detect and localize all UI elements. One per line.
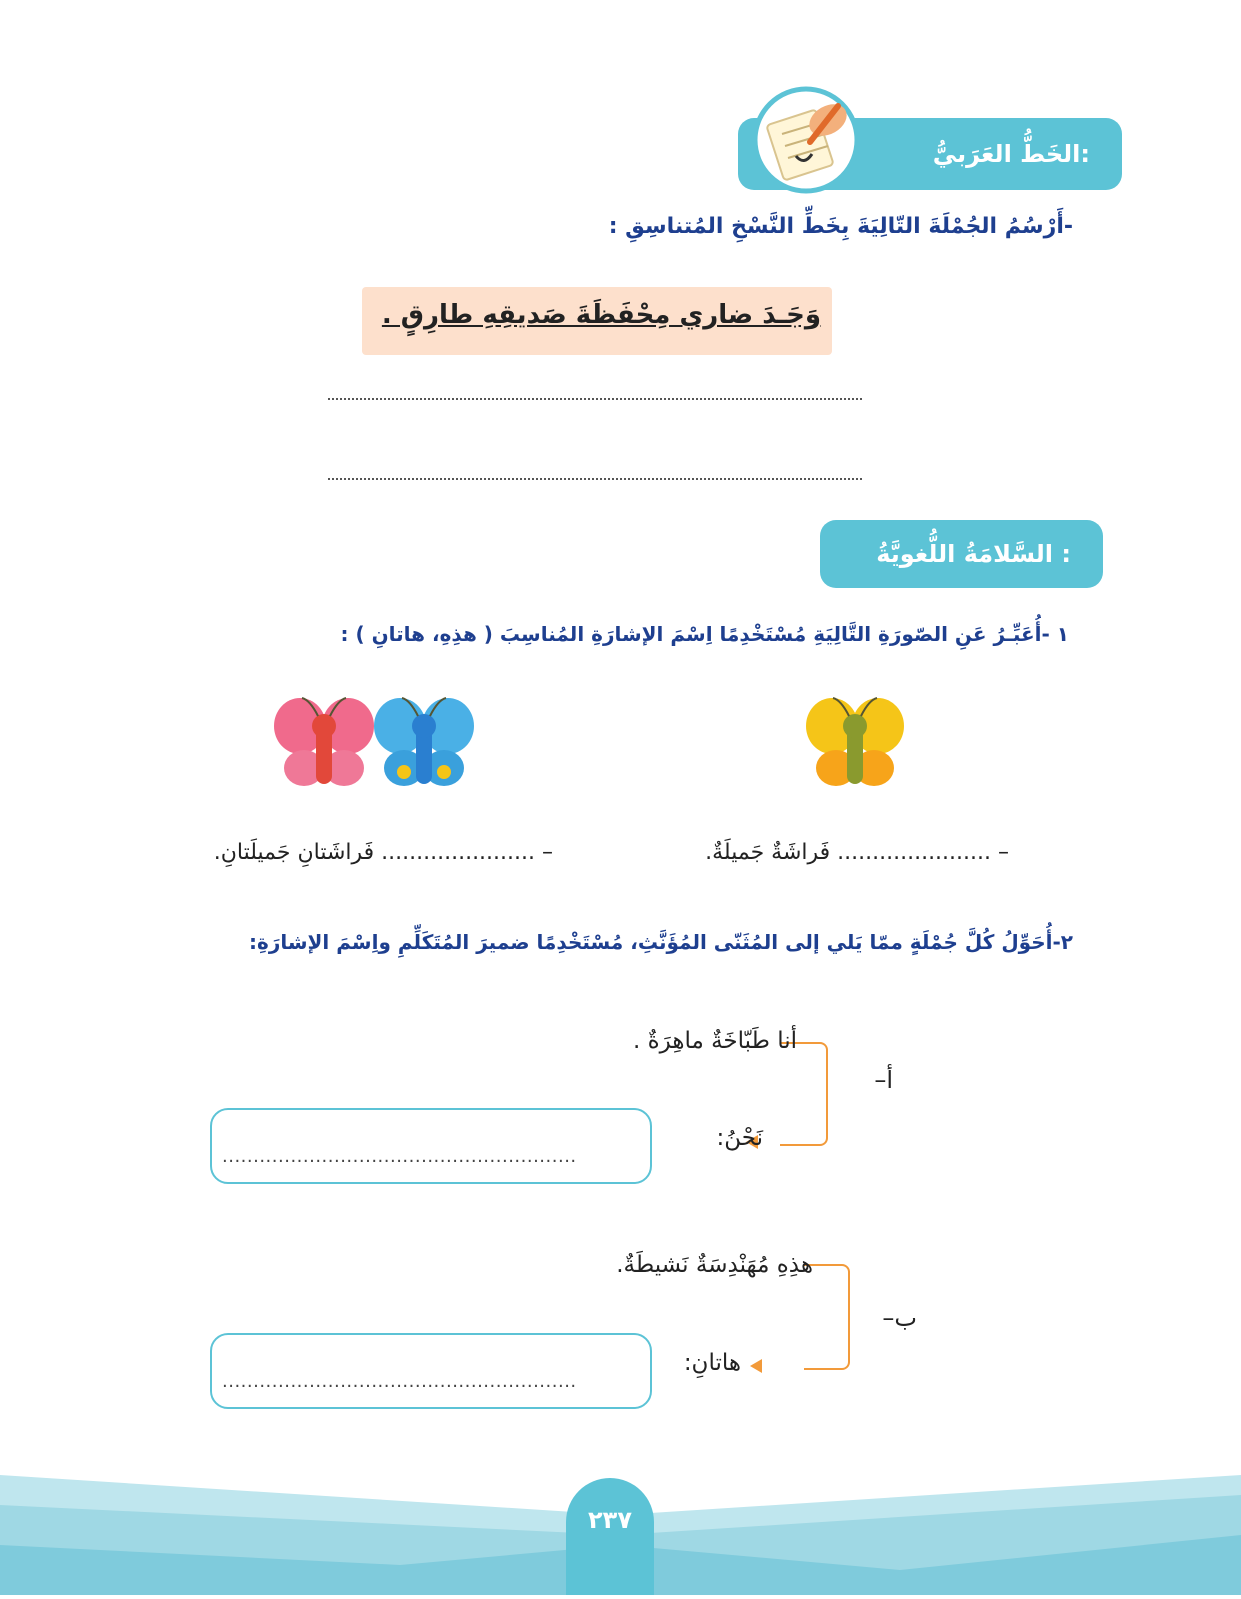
arrow-left-icon: [750, 1359, 762, 1373]
item-a-answer-field[interactable]: [210, 1108, 652, 1184]
item-b-answer-field[interactable]: [210, 1333, 652, 1409]
writing-line-1[interactable]: [328, 398, 862, 400]
section-title: السَّلامَةُ اللُّغويَّةُ :: [876, 540, 1071, 568]
item-b-bracket: [804, 1264, 850, 1370]
item-b-sentence: هذِهِ مُهَنْدِسَةٌ نَشيطَةٌ.: [616, 1252, 813, 1278]
item-a-sentence: أنا طَبّاخَةٌ ماهِرَةٌ .: [632, 1028, 797, 1054]
section-header-language: [820, 520, 1103, 588]
answer-dots: .........................................................: [222, 1146, 577, 1167]
q1-instruction: ١ -أُعَبِّـرُ عَنِ الصّورَةِ التَّالِيَةِ مُسْتَخْدِمًا اِسْمَ الإشارَةِ المُناسِبَ ( هذِهِ، هاتانِ ) :: [340, 622, 1069, 646]
writing-line-2[interactable]: [328, 478, 862, 480]
section-title: الخَطُّ العَرَبيُّ:: [932, 140, 1090, 168]
pencil-icon: [752, 86, 860, 194]
item-a-bracket: [780, 1042, 828, 1146]
model-sentence: وَجَـدَ ضاري مِحْفَظَةَ صَديقِهِ طارِقٍ .: [381, 300, 821, 330]
blue-butterfly-icon: [374, 698, 474, 786]
answer-dots: .........................................................: [222, 1371, 577, 1392]
page-number-tab: [566, 1478, 654, 1595]
item-a-prompt: نَحْنُ:: [716, 1125, 763, 1151]
q1-pair-sentence[interactable]: – ...................... فَراشَتانِ جَميلَتانِ.: [213, 840, 553, 865]
item-b-prompt: هاتانِ:: [683, 1350, 741, 1376]
page-number: ٢٣٧: [588, 1506, 632, 1534]
item-b-label: ب–: [882, 1304, 917, 1332]
item-a-label: أ–: [874, 1066, 893, 1094]
butterfly-pair-image: [272, 692, 482, 792]
q1-single-sentence[interactable]: – ...................... فَراشَةٌ جَميلَةٌ.: [705, 840, 1009, 865]
yellow-butterfly-icon: [800, 692, 910, 792]
pink-butterfly-icon: [274, 698, 374, 786]
q2-instruction: ٢-أُحَوِّلُ كُلَّ جُمْلَةٍ ممّا يَلي إلى المُثَنّى المُؤَنَّثِ، مُسْتَخْدِمًا ضميرَ المُتَكَلِّمِ واِسْمَ الإشارَةِ:: [249, 930, 1073, 954]
handwriting-instruction: -أَرْسُمُ الجُمْلَةَ التّالِيَةَ بِخَطِّ النَّسْخِ المُتناسِقِ :: [608, 214, 1073, 239]
